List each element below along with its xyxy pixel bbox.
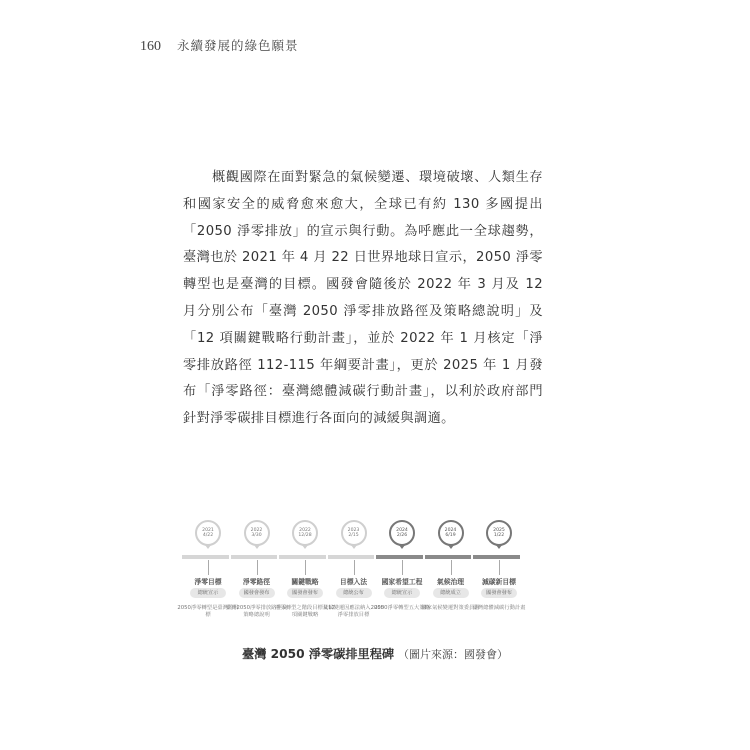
timeline-connector	[499, 560, 500, 575]
milestone-year: 2025	[493, 527, 505, 533]
milestone-date: 3/30	[251, 533, 262, 538]
timeline-milestone	[275, 520, 335, 618]
milestone-year: 2022	[250, 527, 263, 533]
timeline-milestone	[472, 520, 526, 611]
milestone-year: 2024	[444, 527, 457, 533]
timeline-bar-segment	[473, 555, 520, 559]
milestone-date-marker	[244, 520, 270, 546]
milestone-title: 減碳新目標	[482, 578, 516, 586]
timeline-bar-segment	[328, 555, 375, 559]
milestone-date: 1/22	[493, 533, 505, 538]
timeline-connector	[451, 560, 452, 575]
timeline-connector	[257, 560, 258, 575]
milestone-date-marker	[341, 520, 367, 546]
timeline-milestone	[225, 520, 288, 618]
timeline-bar-segment	[231, 555, 278, 559]
body-paragraph: 概觀國際在面對緊急的氣候變遷、環境破壞、人類生存和國家安全的威脅愈來愈大，全球已有約 130 多國提出「2050 淨零排放」的宣示與行動。為呼應此一全球趨勢，臺灣也於 2021 年 4 月 22 日世界地球日宣示，2050 淨零轉型也是臺灣的目標。國發會隨後於 2022 年 3 月及 12 月分別公布「臺灣 2050 淨零排放路徑及策略總說明」及「12 項關鍵戰略行動計畫」，並於 2022 年 1 月核定「淨零排放路徑 112-115 年綱要計畫」，更於 2025 年 1 月發布「淨零路徑：臺灣總體減碳行動計畫」，以利於政府部門針對淨零碳排目標進行各面向的減緩與調適。	[183, 170, 543, 427]
caption-source: （圖片來源：國發會）	[397, 648, 508, 661]
milestone-date-marker	[292, 520, 318, 546]
milestone-date: 6/19	[445, 533, 456, 538]
page-header	[140, 36, 299, 55]
timeline-bar-segment	[425, 555, 472, 559]
timeline-milestone	[177, 520, 239, 618]
milestone-tag: 總統宣示	[384, 588, 420, 598]
milestone-year: 2021	[202, 527, 214, 533]
milestone-date: 4/22	[202, 533, 214, 538]
milestone-date-marker	[195, 520, 221, 546]
milestone-tag: 國發會發布	[239, 588, 275, 598]
timeline-bar-segment	[182, 555, 229, 559]
milestone-description: 國家氣候變遷對策委員會	[421, 605, 480, 611]
timeline-connector	[208, 560, 209, 575]
milestone-title: 關鍵戰略	[291, 578, 319, 586]
milestone-date-marker	[486, 520, 512, 546]
timeline-bar-segment	[376, 555, 423, 559]
milestone-tag: 總統公布	[336, 588, 372, 598]
body-paragraph-block	[183, 165, 543, 433]
milestone-date: 12/28	[298, 533, 312, 538]
milestone-date: 2/15	[348, 533, 359, 538]
caption-title: 臺灣 2050 淨零碳排里程碑	[242, 647, 395, 661]
milestone-title: 氣候治理	[436, 578, 465, 586]
milestone-title: 淨零路徑	[242, 578, 271, 586]
timeline-milestone	[374, 520, 430, 611]
milestone-tag: 國發會發布	[481, 588, 517, 598]
timeline-milestone	[421, 520, 480, 611]
milestone-date-marker	[438, 520, 464, 546]
milestone-timeline	[176, 520, 546, 640]
milestone-description: 臺灣總體減碳行動計畫	[472, 605, 526, 611]
milestone-date-marker	[389, 520, 415, 546]
page-number: 160	[140, 39, 161, 54]
timeline-connector	[305, 560, 306, 575]
milestone-description: 氣候變遷因應法納入2050淨零排放目標	[322, 605, 385, 618]
milestone-date: 2/26	[396, 533, 408, 538]
milestone-tag: 總統宣示	[190, 588, 226, 598]
milestone-year: 2023	[347, 527, 360, 533]
milestone-title: 淨零目標	[194, 578, 222, 586]
timeline-connector	[402, 560, 403, 575]
milestone-description: 2050淨零轉型五大策略	[374, 605, 430, 611]
timeline-connector	[354, 560, 355, 575]
milestone-tag: 總統成立	[433, 588, 469, 598]
milestone-title: 國家希望工程	[381, 578, 423, 586]
milestone-title: 目標入法	[339, 578, 368, 586]
figure-caption	[0, 645, 750, 662]
timeline-bar-segment	[279, 555, 326, 559]
milestone-description: 2050淨零轉型是臺灣的目標	[177, 605, 239, 618]
milestone-tag: 國發會發布	[287, 588, 323, 598]
milestone-year: 2024	[396, 527, 408, 533]
milestone-year: 2022	[299, 527, 311, 533]
milestone-description: 臺灣2050淨零排放路徑及策略總說明	[225, 605, 288, 618]
running-title: 永續發展的綠色願景	[177, 38, 299, 53]
milestone-description: 淨零轉型之階段目標及12項關鍵戰略	[275, 605, 335, 618]
timeline-milestone	[322, 520, 385, 618]
